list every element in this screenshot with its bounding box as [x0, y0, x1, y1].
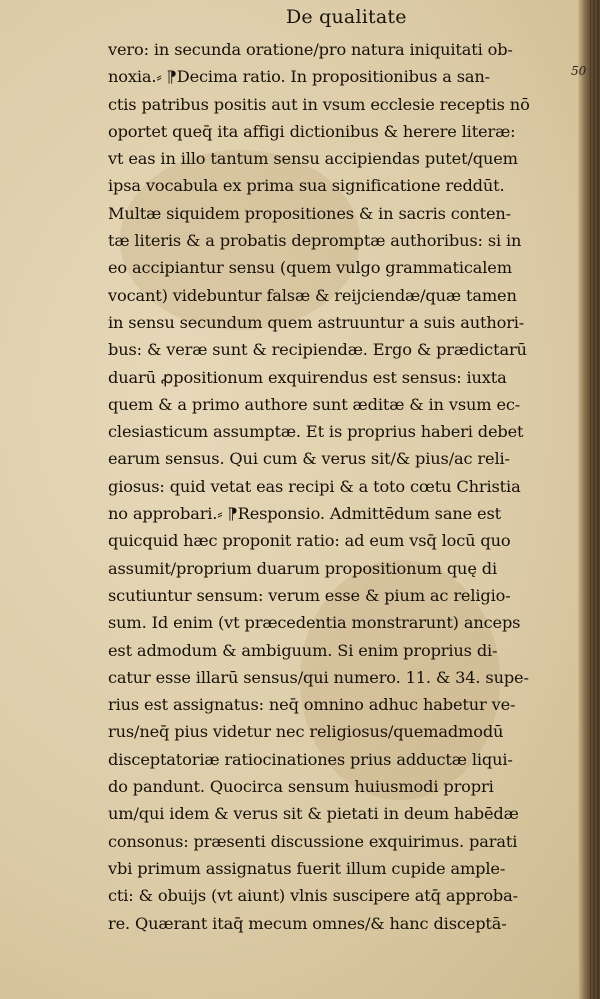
text-line: rius est assignatus: neq̄ omnino adhuc habetur ve-: [108, 695, 516, 715]
text-line: Multæ siquidem propositiones & in sacris conten-: [108, 203, 511, 223]
text-line: vero: in secunda oratione/pro natura iniquitati ob-: [108, 40, 513, 59]
text-line: giosus: quid vetat eas recipi & a toto cœtu Christia: [108, 476, 521, 496]
text-line: um/qui idem & verus sit & pietati in deum habēdæ: [108, 804, 519, 824]
text-line: bus: & veræ sunt & recipiendæ. Ergo & prædictarū: [108, 340, 527, 360]
text-line: vbi primum assignatus fuerit illum cupide ample-: [108, 858, 506, 878]
text-line: catur esse illarū sensus/qui numero. 11. & 34. supe-: [108, 667, 529, 687]
text-line: clesiasticum assumptæ. Et is proprius haberi debet: [108, 422, 524, 442]
text-line: no approbari.⸗ ⁋Responsio. Admittēdum sane est: [108, 504, 501, 524]
text-line: noxia.⸗ ⁋Decima ratio. In propositionibus a san-: [108, 67, 491, 87]
text-line: re. Quærant itaq̄ mecum omnes/& hanc disceptā-: [108, 913, 507, 933]
page-edge-stripes: [590, 0, 600, 999]
text-line: assumit/proprium duarum propositionum quę di: [108, 558, 497, 578]
text-line: do pandunt. Quocirca sensum huiusmodi propri: [108, 777, 494, 797]
text-line: duarū ꝓpositionum exquirendus est sensus: iuxta: [108, 367, 507, 387]
text-line: consonus: præsenti discussione exquirimus. parati: [108, 831, 518, 851]
text-line: quem & a primo authore sunt æditæ & in vsum ec-: [108, 394, 521, 414]
text-line: quicquid hæc proponit ratio: ad eum vsq̄ locū quo: [108, 531, 511, 551]
text-line: disceptatoriæ ratiocinationes prius adductæ liqui-: [108, 749, 513, 769]
text-line: cti: & obuijs (vt aiunt) vlnis suscipere atq̄ approba-: [108, 886, 518, 906]
text-block: [108, 36, 570, 937]
text-line: vt eas in illo tantum sensu accipiendas putet/quem: [108, 149, 518, 169]
text-line: eo accipiantur sensu (quem vulgo grammaticalem: [108, 258, 512, 278]
text-line: scutiuntur sensum: verum esse & pium ac religio-: [108, 585, 511, 605]
running-head: De qualitate: [286, 6, 407, 28]
text-line: ctis patribus positis aut in vsum ecclesie receptis nō: [108, 94, 530, 114]
text-line: tæ literis & a probatis depromptæ authoribus: si in: [108, 231, 522, 251]
text-line: in sensu secundum quem astruuntur a suis authori-: [108, 312, 525, 332]
folio-number: 50: [571, 64, 587, 78]
text-line: earum sensus. Qui cum & verus sit/& pius/ac reli-: [108, 449, 510, 469]
text-line: est admodum & ambiguum. Si enim proprius di-: [108, 640, 498, 660]
text-line: ipsa vocabula ex prima sua significatione reddūt.: [108, 176, 505, 196]
text-line: rus/neq̄ pius videtur nec religiosus/quemadmodū: [108, 722, 504, 742]
text-line: sum. Id enim (vt præcedentia monstrarunt) anceps: [108, 613, 521, 633]
text-line: oportet queq̄ ita affigi dictionibus & herere literæ:: [108, 121, 516, 141]
text-line: vocant) videbuntur falsæ & reijciendæ/quæ tamen: [108, 285, 517, 305]
